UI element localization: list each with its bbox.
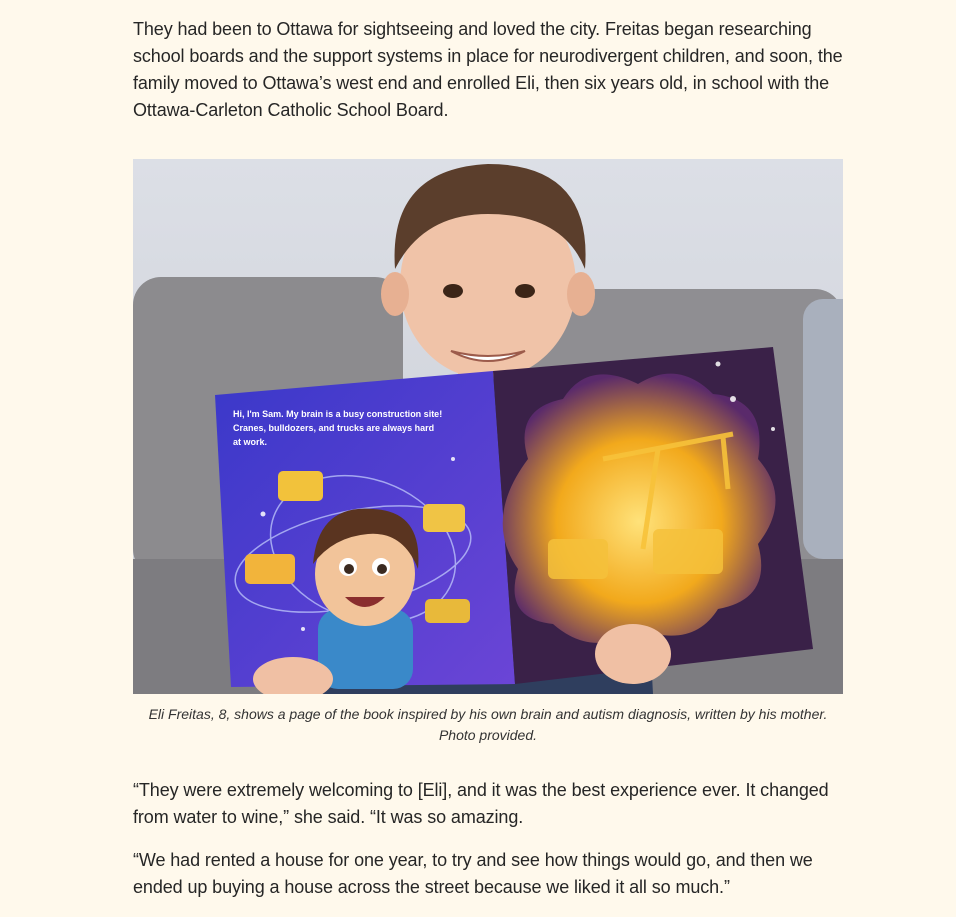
photo-illustration [133,159,843,694]
article-photo [133,159,843,694]
book-text-line-3: at work. [233,437,268,447]
book-text-line-2: Cranes, bulldozers, and trucks are always hard [233,423,435,433]
photo-caption: Eli Freitas, 8, shows a page of the book inspired by his own brain and autism diagnosis, written by his mother. Photo provided. [148,706,828,743]
book-text-line-1: Hi, I'm Sam. My brain is a busy construction site! [233,409,443,419]
paragraph: “They were extremely welcoming to [Eli], and it was the best experience ever. It changed from water to wine,” she said. “It was so amazing. [133,780,829,827]
paragraph: They had been to Ottawa for sightseeing and loved the city. Freitas began researching school boards and the support systems in place for neurodivergent children, and soon, the family moved to Ottawa’s west end and enrolled Eli, then six years old, in school with the Ottawa-Carleton Catholic School Board. [133,19,843,120]
paragraph: “We had rented a house for one year, to try and see how things would go, and then we ended up buying a house across the street because we liked it all so much.” [133,850,813,897]
